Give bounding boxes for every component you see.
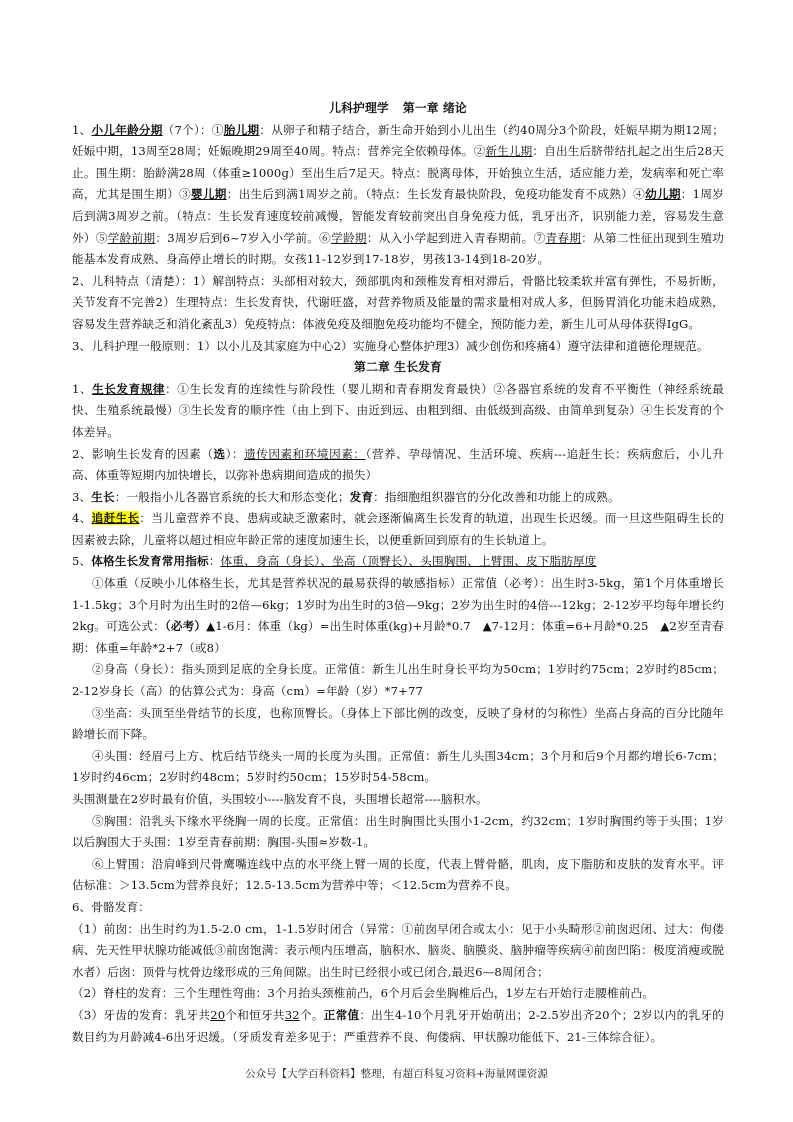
text: ：一般指小儿各器官系统的长大和形态变化； [114,489,350,504]
term-normal-value: 正常值 [323,1007,360,1022]
text: ：3周岁后到6~7岁入小学前。⑥ [155,230,332,245]
paragraph-catch-up-growth [72,508,724,551]
text: ：出生4-10个月乳牙开始萌出；2-2.5岁出齐20个；2岁以内的乳牙的数目约为月龄减4-6出牙迟缓。（牙质发育差多见于：严重营养不良、佝偻病、甲状腺功能低下、21-三体综合征）。 [72,1007,724,1044]
text: ：从卵子和精子结合，新生命开始到小儿出生（约40周分3个阶段，妊娠早期为期12周；妊娠中期，13周至28周；妊娠晚期29周至40周。特点：营养完全依赖母体。② [72,122,724,159]
text: ：1周岁后到满3周岁之前。（特点：生长发育速度较前减慢，智能发育较前突出自身免疫力低，乳牙出齐，识别能力差，容易发生意外）⑤ [72,187,724,245]
term-infancy: 婴儿期 [191,187,227,202]
paragraph-nursing-principles: 3、儿科护理一般原则：1）以小儿及其家庭为中心2）实施身心整体护理3）减少创伤和疼痛4）遵守法律和道德伦理规范。 [72,338,709,353]
term-development: 发育 [349,489,374,504]
term-fetal-period: 胎儿期 [223,122,260,137]
paragraph-height: ②身高（身长）：指头顶到足底的全身长度。正常值：新生儿出生时身长平均为50cm；1岁时约75cm；2岁时约85cm；2-12岁身长（高）的估算公式为：身高（cm）=年龄（岁）*7+77 [72,662,724,699]
chapter-1-title: 第一章 绪论 [402,101,467,115]
text: ①体重（反映小儿体格生长，尤其是营养状况的最易获得的敏感指标）正常值（必考）：出生时3-5kg，第1个月体重增长1-1.5kg；3个月时为出生时的2倍—6kg；1岁时为出生时的3倍—9kg；2岁为出生时的4倍---12kg；2-12岁平均每年增长约2kg。可选公式： [72,576,724,634]
text: 4、 [72,511,92,526]
text: 1、 [72,122,92,137]
term-age-stages: 小儿年龄分期 [91,122,163,137]
paragraph-growth-rules [72,379,724,444]
text: 个和恒牙共 [225,1007,285,1022]
page-footer: 公众号【大学百科资料】整理，有超百科复习资料+海量网课资源 [245,1068,548,1080]
text: （3）牙齿的发育：乳牙共 [72,1007,211,1022]
term-toddler: 幼儿期 [645,187,681,202]
text: ）： [225,446,245,461]
paragraph-age-stages [72,120,724,271]
primary-teeth-count: 20 [210,1007,226,1022]
document-body [72,98,724,1048]
paragraph-spine: （2）脊柱的发育：三个生理性弯曲：3个月抬头颈椎前凸，6个月后会坐胸椎后凸，1岁左右开始行走腰椎前凸。 [72,986,655,1001]
term-growth: 生长 [91,489,115,504]
text: ：出生后到满1周岁之前。（特点：生长发育最快阶段，免疫功能发育不成熟）④ [226,187,646,202]
term-growth-indicators: 体格生长发育常用指标 [91,554,209,569]
paragraph-head-note: 头围测量在2岁时最有价值，头围较小----脑发育不良，头围增长超常----脑积水。 [72,792,488,806]
paragraph-upper-arm: ⑥上臂围：沿肩峰到尺骨鹰嘴连线中点的水平绕上臂一周的长度，代表上臂骨骼，肌肉，皮下脂肪和皮肤的发育水平。评估标准：＞13.5cm为营养良好；12.5-13.5cm为营养中等；＜12.5cm为营养不良。 [72,856,724,893]
term-adolescence: 青春期 [545,230,582,245]
term-genetic-environment: 遗传因素和环境因素： [244,446,366,461]
text: （营养、孕母情况、生活环境、疾病---追赶生长：疾病愈后，小儿升高、体重等短期内加快增长，以弥补患病期间造成的损失） [72,446,724,483]
term-catch-up-growth: 追赶生长 [91,511,140,526]
term-school-age: 学龄期 [331,230,367,245]
permanent-teeth-count: 32 [284,1007,300,1022]
paragraph-growth-factors [72,444,724,487]
paragraph-growth-definition [72,487,724,509]
paragraph-sitting-height: ③坐高：头顶至坐骨结节的长度，也称顶臀长。（身体上下部比例的改变，反映了身材的匀称性）坐高占身高的百分比随年龄增长而下降。 [72,705,724,742]
term-growth-rules: 生长发育规律 [92,381,166,396]
text: 3、 [72,489,92,504]
paragraph-fontanelle: （1）前囱：出生时约为1.5-2.0 cm，1-1.5岁时闭合（异常：①前囱早闭合或太小：见于小头畸形②前囱迟闭、过大：佝偻病、先天性甲状腺功能减低③前囱饱满：表示颅内压增高，脑积水、脑炎、脑膜炎、脑肿瘤等疾病④前囱凹陷：极度消瘦或脱水者）后囱：顶骨与枕骨边缘形成的三角间隙。出生时已经很小或已闭合,最迟6—8周闭合； [72,921,724,979]
paragraph-weight [72,573,724,659]
text: ：从第二性征出现到生殖功能基本发育成熟、身高停止增长的时期。女孩11-12岁到17-18岁，男孩13-14到18-20岁。 [72,230,724,267]
chapter-2-title: 第二章 生长发育 [354,360,442,375]
paragraph-teeth [72,1005,724,1048]
text: ▲1-6月：体重（kg）=出生时体重(kg)+月龄*0.7 ▲7-12月：体重=6+月龄*0.25 ▲2岁至青春期：体重=年龄*2+7（或8） [72,619,724,655]
text: 1、 [72,381,93,396]
text: 2、影响生长发育的因素（ [72,446,214,461]
page-title [72,98,724,120]
text: ：自出生后脐带结扎起之出生后28天止。围生期：胎龄满28周（体重≥1000g）至出生后7足天。特点：脱离母体，开始独立生活，适应能力差，发病率和死亡率高，尤其是围生期）③ [72,144,724,202]
text: ：指细胞组织器官的分化改善和功能上的成熟。 [373,489,620,504]
tag-must-test: （必考） [164,619,207,634]
term-preschool: 学龄前期 [107,230,156,245]
term-neonatal-period: 新生儿期 [485,144,533,159]
text: ：①生长发育的连续性与阶段性（婴儿期和青春期发育最快）②各器官系统的发育不平衡性（神经系统最快、生殖系统最慢）③生长发育的顺序性（由上到下、由近到远、由粗到细、由低级到高级、由简单到复杂）④生长发育的个体差异。 [72,381,724,439]
tag-choice: 选 [213,446,226,461]
paragraph-chest: ⑤胸围：沿乳头下缘水平绕胸一周的长度。正常值：出生时胸围比头围小1-2cm，约32cm；1岁时胸围约等于头围；1岁以后胸围大于头围：1岁至青春前期：胸围-头围≈岁数-1。 [72,813,724,850]
text: ：当儿童营养不良、患病或缺乏激素时，就会逐渐偏离生长发育的轨道，出现生长迟缓。而一旦这些阻碍生长的因素被去除，儿童将以超过相应年龄正常的速度加速生长，以便重新回到原有的生长轨道上。 [72,511,724,547]
indicator-list: 体重、身高（身长）、坐高（顶臀长）、头围胸围、上臂围、皮下脂肪厚度 [220,554,597,569]
paragraph-pediatric-features: 2、儿科特点（清楚）：1）解剖特点：头部相对较大，颈部肌肉和颈椎发育相对滞后，骨骼比较柔软并富有弹性，不易折断，关节发育不完善2）生理特点：生长发育快，代谢旺盛，对营养物质及能量的需求量相对成人多，但肠胃消化功能未趋成熟，容易发生营养缺乏和消化紊乱3）免疫特点：体液免疫及细胞免疫功能均不健全，预防能力差，新生儿可从母体获得IgG。 [72,273,724,331]
text: 5、 [72,554,92,569]
text: （7个）：① [162,122,224,137]
book-title: 儿科护理学 [329,101,389,115]
text: 个。 [299,1007,324,1022]
paragraph-bone-heading: 6、骨骼发育： [72,899,150,914]
text: ：从入小学起到进入青春期前。⑦ [366,230,546,245]
paragraph-head-circumference: ④头围：经眉弓上方、枕后结节绕头一周的长度为头围。正常值：新生儿头围34cm；3个月和后9个月都约增长6-7cm；1岁时约46cm；2岁时约48cm；5岁时约50cm；15岁时54-58cm。 [72,748,724,785]
text: ： [208,554,221,569]
paragraph-growth-indicators [72,551,724,573]
